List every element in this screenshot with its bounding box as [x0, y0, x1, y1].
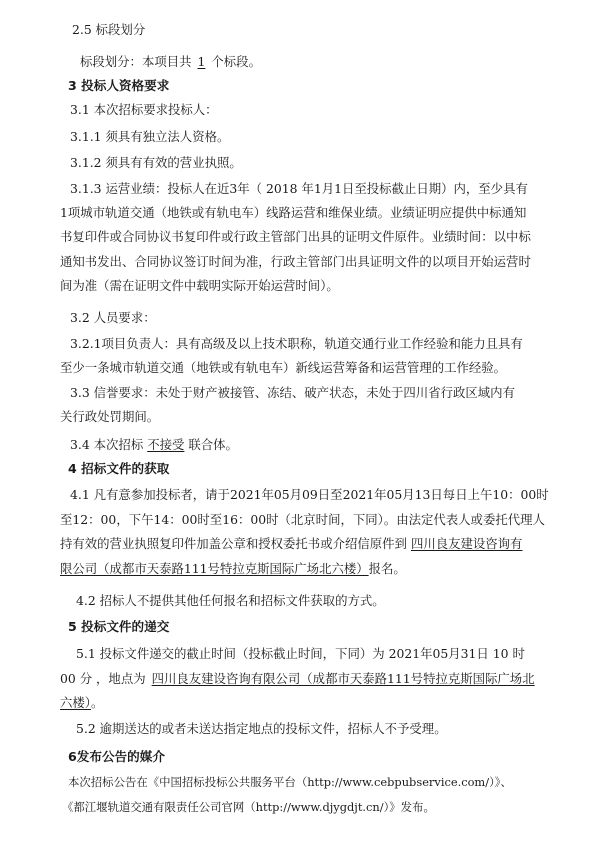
text-span: 5.2 逾期送达的或者未送达指定地点的投标文件，招标人不予受理。 [76, 721, 447, 736]
paragraph-3-3-line [60, 408, 159, 426]
paragraph-5-1-line [60, 670, 535, 688]
text-span: 3.2.1项目负责人：具有高级及以上技术职称，轨道交通行业工作经验和能力且具有 [70, 336, 523, 351]
text-span: 。 [90, 695, 104, 710]
section-count-value: 1 [197, 54, 206, 69]
section-heading-text: 3 投标人资格要求 [68, 78, 170, 93]
paragraph-4-1-line [60, 535, 522, 553]
paragraph-3-1-3-line [60, 228, 531, 246]
text-span: 本次招标公告在《中国招标投标公共服务平台（http://www.cebpubservice.com/）》、 [68, 775, 512, 789]
text-span: 3.1.3 运营业绩：投标人在近3年（ 2018 年1月1日至投标截止日期）内，至少具有 [70, 181, 528, 196]
underlined-value: 六楼） [60, 695, 91, 710]
paragraph-3-1-1 [70, 128, 229, 146]
section-heading-text: 6发布公告的媒介 [68, 749, 165, 764]
paragraph-3-4 [70, 436, 238, 454]
section-heading-text: 2.5 标段划分 [72, 22, 146, 37]
text-span: 3.3 信誉要求：未处于财产被接管、冻结、破产状态，未处于四川省行政区域内有 [70, 385, 515, 400]
section-3-heading [68, 77, 169, 95]
text-span: 3.2 人员要求： [70, 310, 156, 325]
paragraph-3-3-line [70, 384, 515, 402]
text-span: 关行政处罚期间。 [60, 409, 160, 424]
text-span: 《都江堰轨道交通有限责任公司官网（http://www.djygdjt.cn/）》发布。 [62, 800, 435, 814]
paragraph-6-line [62, 798, 435, 816]
text-span: 联合体。 [188, 437, 238, 452]
text-span: 1项城市轨道交通（地铁或有轨电车）线路运营和维保业绩。业绩证明应提供中标通知 [60, 205, 527, 220]
paragraph-5-2 [76, 720, 447, 738]
section-2-5-heading [72, 21, 145, 39]
paragraph-6-line [68, 773, 512, 791]
text-span: 3.1.2 须具有有效的营业执照。 [70, 155, 242, 170]
paragraph-3-1-3-line [60, 253, 531, 271]
underlined-value: 限公司（成都市天泰路111号特拉克斯国际广场北六楼） [60, 561, 369, 576]
paragraph-3-1-3-line [70, 180, 528, 198]
text-span: 标段划分：本项目共 [80, 54, 192, 69]
text-span: 4.1 凡有意参加投标者，请于2021年05月09日至2021年05月13日每日上午10：00时 [70, 487, 549, 502]
text-span: 持有效的营业执照复印件加盖公章和授权委托书或介绍信原件到 [60, 536, 407, 551]
section-2-5-body [80, 53, 261, 71]
text-span: 00 分 ，地点为 [60, 671, 146, 686]
paragraph-3-1-2 [70, 154, 242, 172]
text-span: 至12：00，下午14：00时至16：00时（北京时间，下同）。由法定代表人或委托代理人 [60, 512, 545, 527]
paragraph-3-1-3-line [60, 204, 526, 222]
paragraph-5-1-line [60, 694, 103, 712]
section-5-heading [68, 618, 169, 636]
paragraph-3-1 [70, 101, 218, 119]
paragraph-3-2 [70, 309, 156, 327]
paragraph-5-1-line [76, 645, 525, 663]
text-span: 3.1.1 须具有独立法人资格。 [70, 129, 230, 144]
paragraph-4-1-line [60, 560, 406, 578]
text-span: 4.2 招标人不提供其他任何报名和招标文件获取的方式。 [76, 593, 385, 608]
text-span: 间为准（需在证明文件中载明实际开始运营时间）。 [60, 278, 339, 293]
paragraph-3-2-1-line [70, 335, 523, 353]
text-span: 书复印件或合同协议书复印件或行政主管部门出具的证明文件原件。业绩时间：以中标 [60, 229, 531, 244]
paragraph-3-2-1-line [60, 359, 506, 377]
text-span: 通知书发出、合同协议签订时间为准，行政主管部门出具证明文件的以项目开始运营时 [60, 254, 531, 269]
underlined-value: 四川良友建设咨询有 [410, 536, 523, 551]
text-span: 5.1 投标文件递交的截止时间（投标截止时间，下同）为 2021年05月31日 10 时 [76, 646, 525, 661]
underlined-value: 四川良友建设咨询有限公司（成都市天泰路111号特拉克斯国际广场北 [151, 671, 535, 686]
paragraph-4-1-line [60, 511, 545, 529]
paragraph-4-2 [76, 592, 385, 610]
underlined-value: 不接受 [147, 437, 185, 452]
text-span: 至少一条城市轨道交通（地铁或有轨电车）新线运营筹备和运营管理的工作经验。 [60, 360, 507, 375]
section-4-heading [68, 460, 169, 478]
text-span: 3.4 本次招标 [70, 437, 144, 452]
paragraph-3-1-3-line [60, 277, 339, 295]
paragraph-4-1-line [70, 486, 549, 504]
section-6-heading [68, 748, 165, 766]
section-heading-text: 5 投标文件的递交 [68, 619, 170, 634]
text-span: 报名。 [368, 561, 406, 576]
text-span: 个标段。 [211, 54, 261, 69]
text-span: 3.1 本次招标要求投标人： [70, 102, 218, 117]
section-heading-text: 4 招标文件的获取 [68, 461, 170, 476]
